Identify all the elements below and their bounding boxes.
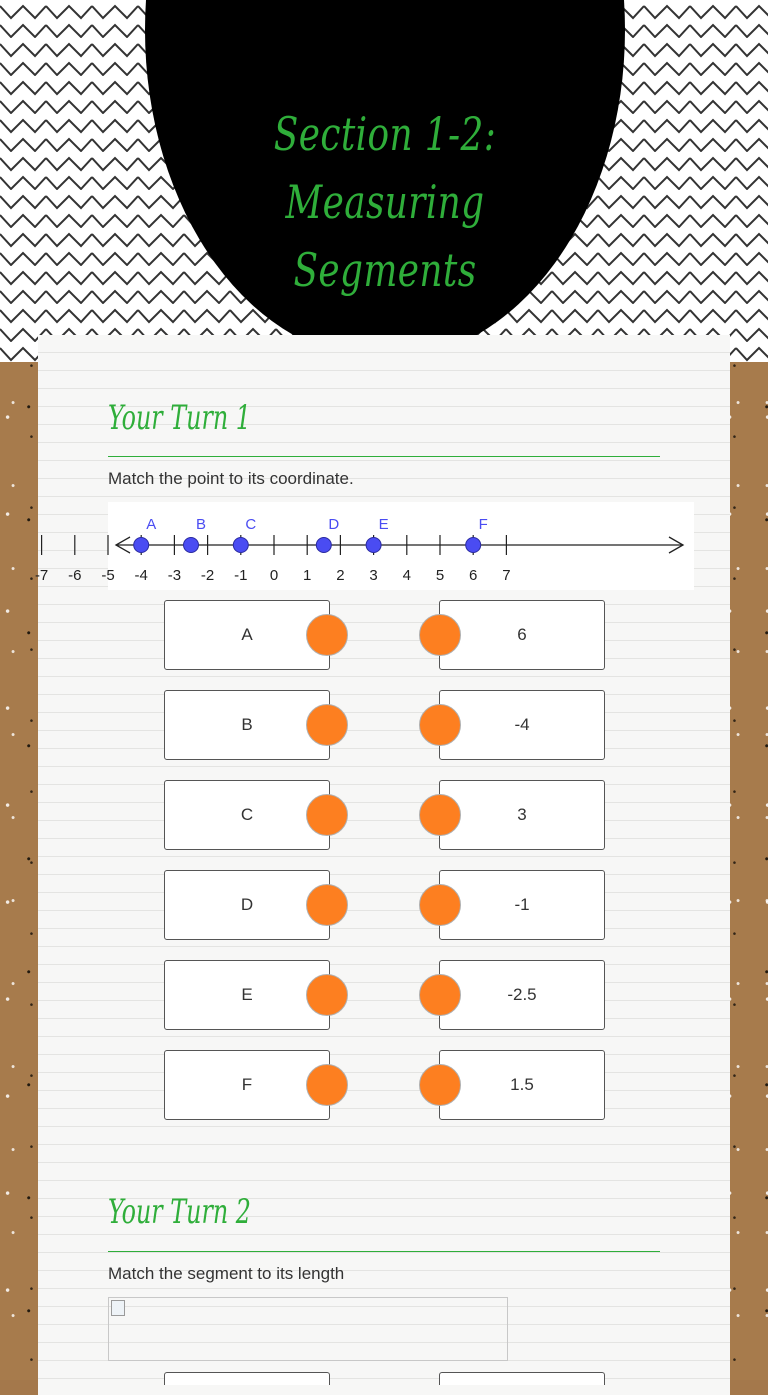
tick-label: 4 xyxy=(402,567,411,584)
section-rule xyxy=(108,1251,660,1252)
match-left-label: C xyxy=(240,805,254,824)
match-card-stub[interactable] xyxy=(439,1372,605,1385)
match-left-connector[interactable] xyxy=(306,974,348,1016)
match-right-connector[interactable] xyxy=(419,704,461,746)
point-label: B xyxy=(195,516,207,533)
tick-label: 6 xyxy=(469,567,478,584)
instruction-turn-1: Match the point to its coordinate. xyxy=(108,469,354,488)
tick-label: -2 xyxy=(200,567,215,584)
worksheet-paper xyxy=(38,335,730,1395)
match-left-connector[interactable] xyxy=(306,614,348,656)
tick-label: -4 xyxy=(134,567,148,584)
match-left-label: F xyxy=(241,1075,253,1094)
tick-label: 0 xyxy=(269,567,279,584)
point-f xyxy=(466,538,481,553)
header-banner xyxy=(0,0,768,362)
match-left-connector[interactable] xyxy=(306,1064,348,1106)
page-title xyxy=(198,100,572,304)
tick-label: -5 xyxy=(101,567,115,584)
tick-label: 2 xyxy=(336,567,345,584)
tick-label: -1 xyxy=(234,567,248,584)
tick-label: -6 xyxy=(68,567,82,584)
match-right-connector[interactable] xyxy=(419,1064,461,1106)
tick-label: 5 xyxy=(435,567,445,584)
match-right-connector[interactable] xyxy=(419,974,461,1016)
match-right-card[interactable] xyxy=(439,690,605,760)
point-label: A xyxy=(146,516,157,533)
point-label: C xyxy=(245,516,257,533)
match-right-card[interactable] xyxy=(439,1050,605,1120)
point-b xyxy=(184,538,199,553)
match-right-card[interactable] xyxy=(439,870,605,940)
point-c xyxy=(233,538,248,553)
match-right-card[interactable] xyxy=(439,960,605,1030)
match-right-connector[interactable] xyxy=(419,614,461,656)
tick-label: -7 xyxy=(34,567,49,584)
match-right-card[interactable] xyxy=(439,600,605,670)
section-title-turn-1: Your Turn 1 xyxy=(108,398,251,438)
instruction-turn-2: Match the segment to its length xyxy=(108,1264,345,1283)
point-d xyxy=(316,538,331,553)
match-left-connector[interactable] xyxy=(306,794,348,836)
match-left-label: D xyxy=(240,895,254,914)
match-right-label: -1 xyxy=(514,895,530,914)
tick-label: 1 xyxy=(303,567,312,584)
match-right-card[interactable] xyxy=(439,780,605,850)
match-right-label: 3 xyxy=(517,805,527,824)
match-right-label: 1.5 xyxy=(510,1075,534,1094)
point-label: E xyxy=(378,516,389,533)
match-right-connector[interactable] xyxy=(419,794,461,836)
match-left-connector[interactable] xyxy=(306,704,348,746)
match-right-label: -2.5 xyxy=(507,985,537,1004)
page-title-line-1: Section 1-2: xyxy=(273,107,497,161)
point-a xyxy=(134,538,149,553)
match-right-label: 6 xyxy=(517,625,527,644)
section-rule xyxy=(108,456,660,457)
match-left-connector[interactable] xyxy=(306,884,348,926)
number-line xyxy=(34,502,694,590)
page-title-line-2: Measuring Segments xyxy=(285,175,485,297)
match-left-label: B xyxy=(241,715,253,734)
tick-label: -3 xyxy=(167,567,182,584)
tick-label: 3 xyxy=(369,567,378,584)
broken-image-icon xyxy=(111,1300,125,1316)
number-line-image xyxy=(34,502,694,590)
match-right-connector[interactable] xyxy=(419,884,461,926)
point-e xyxy=(366,538,381,553)
segment-image-placeholder xyxy=(108,1297,508,1361)
tick-label: 7 xyxy=(502,567,511,584)
match-card-stub[interactable] xyxy=(164,1372,330,1385)
point-label: F xyxy=(478,516,488,533)
point-label: D xyxy=(328,516,340,533)
match-left-label: A xyxy=(241,625,253,644)
match-right-label: -4 xyxy=(514,715,530,734)
match-left-label: E xyxy=(241,985,253,1004)
section-title-turn-2: Your Turn 2 xyxy=(108,1192,251,1232)
